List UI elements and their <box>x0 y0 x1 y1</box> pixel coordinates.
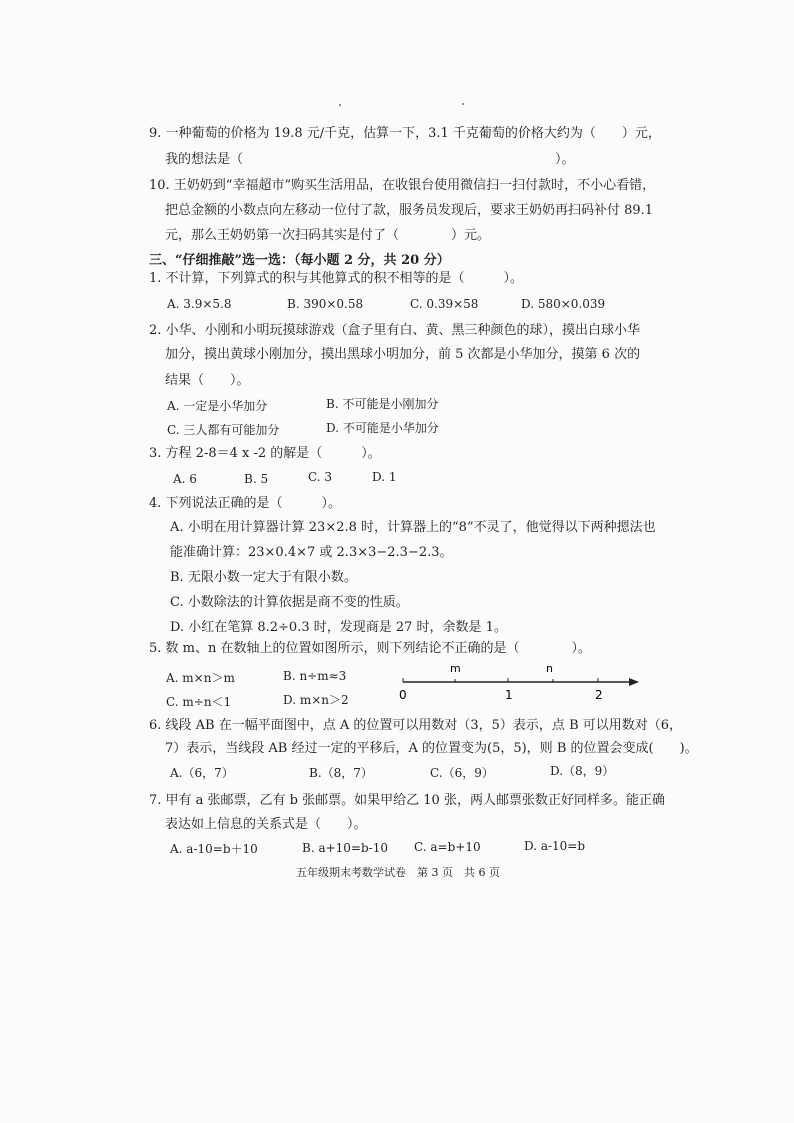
q2-option-b: B. 不可能是小刚加分 <box>326 397 439 411</box>
q5-option-c: C. m÷n＜1 <box>166 695 232 709</box>
q7-option-d: D. a-10=b <box>524 839 586 853</box>
label-n: n <box>546 662 553 675</box>
tick-label-2: 2 <box>595 688 603 702</box>
q2-line-2: 加分，摸出黄球小刚加分，摸出黑球小明加分，前 5 次都是小华加分，摸第 6 次的 <box>165 347 641 362</box>
q2-line-3: 结果（ ）。 <box>165 373 250 388</box>
q7-option-b: B. a+10=b-10 <box>302 841 388 855</box>
q4-option-a-line-1: A. 小明在用计算器计算 23×2.8 时，计算器上的“8”不灵了，他觉得以下两种摁法也 <box>170 520 656 535</box>
q9-line-1: 9. 一种葡萄的价格为 19.8 元/千克，估算一下，3.1 千克葡萄的价格大约为（ ）元， <box>149 126 661 141</box>
q4-option-d: D. 小红在笔算 8.2÷0.3 时，发现商是 27 时，余数是 1。 <box>170 620 507 635</box>
q4-option-b: B. 无限小数一定大于有限小数。 <box>170 570 357 585</box>
q7-option-c: C. a=b+10 <box>414 840 481 854</box>
label-m: m <box>450 662 461 675</box>
q3-option-d: D. 1 <box>372 470 397 484</box>
q6-line-2: 7）表示，当线段 AB 经过一定的平移后，A 的位置变为(5，5)，则 B 的位置会变成( )。 <box>165 741 698 756</box>
q7-line-1: 7. 甲有 a 张邮票，乙有 b 张邮票。如果甲给乙 10 张，两人邮票张数正好同样多。能正确 <box>149 793 665 808</box>
scan-speck <box>339 104 341 106</box>
scan-speck <box>462 103 464 105</box>
q2-option-c: C. 三人都有可能加分 <box>167 423 280 437</box>
axis-arrow <box>629 678 639 686</box>
q1-option-b: B. 390×0.58 <box>287 297 364 311</box>
q6-line-1: 6. 线段 AB 在一幅平面图中，点 A 的位置可以用数对（3，5）表示，点 B 可以用数对（6， <box>149 718 683 733</box>
q10-line-2: 把总金额的小数点向左移动一位付了款，服务员发现后，要求王奶奶再扫码补付 89.1 <box>165 203 654 218</box>
q10-line-1: 10. 王奶奶到“幸福超市”购买生活用品，在收银台使用微信扫一扫付款时，不小心看错， <box>149 178 656 193</box>
q7-line-2: 表达如上信息的关系式是（ ）。 <box>165 817 367 832</box>
q5-option-b: B. n÷m≈3 <box>283 669 347 683</box>
tick-label-0: 0 <box>399 688 407 702</box>
q10-line-3: 元，那么王奶奶第一次扫码其实是付了（ ）元。 <box>165 228 491 243</box>
q6-option-b: B.（8，7） <box>309 766 373 780</box>
q9-line-2: 我的想法是（ ）。 <box>165 152 575 167</box>
q5-stem: 5. 数 m、n 在数轴上的位置如图所示，则下列结论不正确的是（ ）。 <box>149 641 592 656</box>
q4-option-c: C. 小数除法的计算依据是商不变的性质。 <box>170 595 409 610</box>
page-footer: 五年级期末考数学试卷 第 3 页 共 6 页 <box>296 866 500 879</box>
q4-option-a-line-2: 能准确计算：23×0.4×7 或 2.3×3−2.3−2.3。 <box>170 545 453 560</box>
q5-option-d: D. m×n＞2 <box>283 693 349 707</box>
q6-option-d: D.（8，9） <box>550 764 615 778</box>
q3-stem: 3. 方程 2-8＝4 x -2 的解是（ ）。 <box>149 446 381 461</box>
q2-option-d: D. 不可能是小华加分 <box>326 421 439 435</box>
q3-option-a: A. 6 <box>173 472 197 486</box>
q1-option-a: A. 3.9×5.8 <box>167 297 232 311</box>
q4-stem: 4. 下列说法正确的是（ ）。 <box>149 496 342 511</box>
q6-option-a: A.（6，7） <box>170 766 234 780</box>
q3-option-b: B. 5 <box>244 472 269 486</box>
q7-option-a: A. a-10=b＋10 <box>170 842 258 856</box>
number-line <box>395 658 645 708</box>
tick-label-1: 1 <box>505 688 513 702</box>
q1-option-d: D. 580×0.039 <box>521 297 606 311</box>
q2-option-a: A. 一定是小华加分 <box>167 399 268 413</box>
q1-option-c: C. 0.39×58 <box>410 297 479 311</box>
q6-option-c: C.（6，9） <box>430 766 494 780</box>
q1-stem: 1. 不计算，下列算式的积与其他算式的积不相等的是（ ）。 <box>149 271 524 286</box>
q2-line-1: 2. 小华、小刚和小明玩摸球游戏（盒子里有白、黄、黑三种颜色的球），摸出白球小华 <box>149 323 641 338</box>
q5-option-a: A. m×n＞m <box>166 671 235 685</box>
q3-option-c: C. 3 <box>308 470 333 484</box>
section-heading: 三、“仔细推敲”选一选：（每小题 2 分，共 20 分） <box>149 253 450 268</box>
